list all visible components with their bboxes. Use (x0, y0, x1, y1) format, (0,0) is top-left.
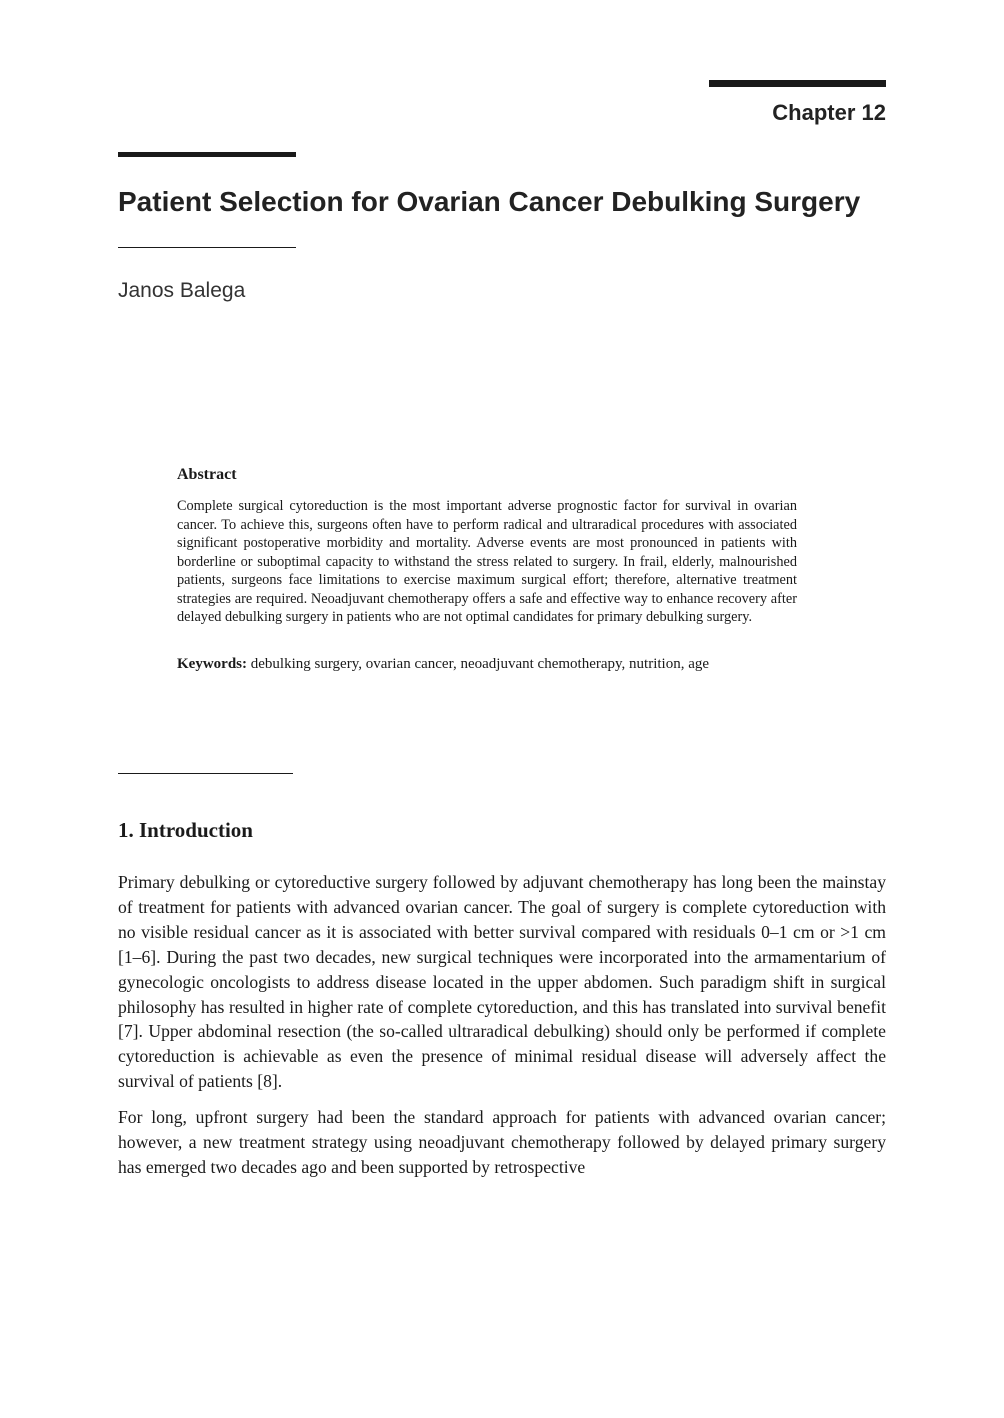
keywords-text: debulking surgery, ovarian cancer, neoadjuvant chemotherapy, nutrition, age (250, 655, 710, 672)
author-name: Janos Balega (118, 279, 246, 302)
abstract-text: Complete surgical cytoreduction is the most important adverse prognostic factor for survival in ovarian cancer. To achieve this, surgeons often have to perform radical and ultraradical procedures with associated significant postoperative morbidity and mortality. Adverse events are most pronounced in patients with borderline or suboptimal capacity to withstand the stress related to surgery. In frail, elderly, malnourished patients, surgeons face limitations to exercise maximum surgical effort; therefore, alternative treatment strategies are required. Neoadjuvant chemotherapy offers a safe and effective way to enhance recovery after delayed debulking surgery in patients who are not optimal candidates for primary debulking surgery. (177, 498, 797, 625)
abstract-section (177, 465, 797, 673)
page-title: Patient Selection for Ovarian Cancer Debulking Surgery (118, 186, 861, 217)
paragraph: Primary debulking or cytoreductive surgery followed by adjuvant chemotherapy has long been the mainstay of treatment for patients with advanced ovarian cancer. The goal of surgery is complete cytoreduction with no visible residual cancer as it is associated with better survival compared with residuals 0–1 cm or >1 cm [1–6]. During the past two decades, new surgical techniques were incorporated into the armamentarium of gynecologic oncologists to address disease located in the upper abdomen. Such paradigm shift in surgical philosophy has resulted in higher rate of complete cytoreduction, and this has translated into survival benefit [7]. Upper abdominal resection (the so-called ultraradical debulking) should only be performed if complete cytoreduction is achievable as even the presence of minimal residual disease will adversely affect the survival of patients [8]. (118, 872, 886, 1092)
title-rule-thick (118, 152, 296, 157)
paragraph: For long, upfront surgery had been the standard approach for patients with advanced ovarian cancer; however, a new treatment strategy using neoadjuvant chemotherapy followed by delayed primary surgery has emerged two decades ago and been supported by retrospective (118, 1107, 886, 1177)
chapter-rule (709, 80, 886, 87)
section-heading: 1. Introduction (118, 818, 253, 842)
keywords (177, 655, 717, 674)
abstract-heading: Abstract (177, 466, 237, 483)
chapter-label: Chapter 12 (772, 100, 886, 125)
section-divider (118, 773, 293, 774)
keywords-label: Keywords: (177, 655, 247, 672)
body-text (118, 870, 886, 1191)
title-rule-thin (118, 247, 296, 248)
